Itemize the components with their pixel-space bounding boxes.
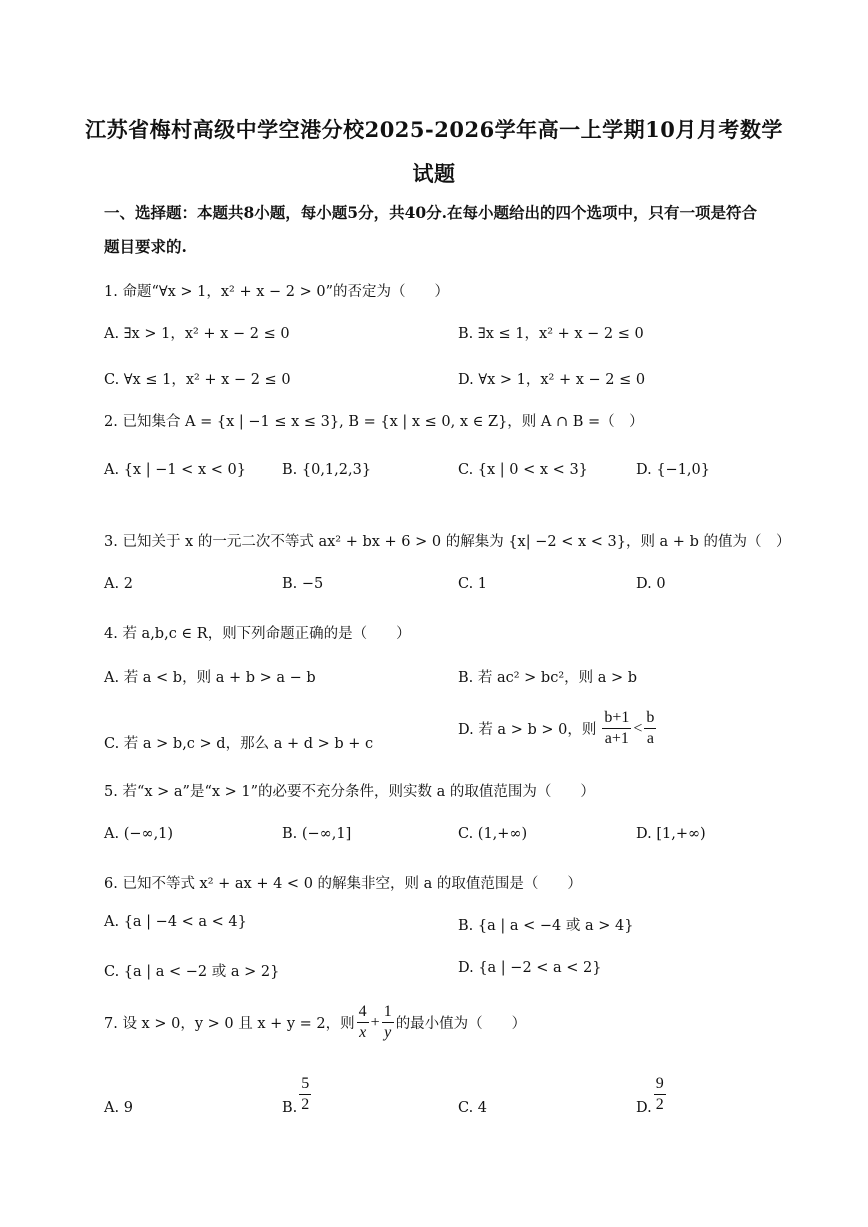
question-5-option-b: B. (−∞,1] [282, 826, 352, 842]
fraction-numerator: 9 [654, 1074, 666, 1095]
document-title-line2: 试题 [412, 161, 456, 186]
question-7-stem-pre: 7. 设 x > 0，y > 0 且 x + y = 2，则 [104, 1016, 355, 1032]
question-6-option-d: D. {a | −2 < a < 2} [458, 960, 602, 976]
question-5-option-a: A. (−∞,1) [104, 826, 174, 842]
question-7-option-b [282, 1072, 313, 1116]
question-2-option-c: C. {x | 0 < x < 3} [458, 462, 588, 478]
question-6-option-a: A. {a | −4 < a < 4} [104, 914, 247, 930]
question-1-option-d: D. ∀x > 1，x² + x − 2 ≤ 0 [458, 372, 646, 388]
question-7-option-a: A. 9 [104, 1100, 133, 1116]
question-6-option-c: C. {a | a < −2 或 a > 2} [104, 964, 280, 980]
fraction-denominator: y [384, 1024, 392, 1041]
fraction-numerator: 1 [382, 1002, 394, 1023]
fraction-denominator: a [646, 730, 654, 747]
question-2-option-a: A. {x | −1 < x < 0} [104, 462, 246, 478]
fraction-numerator: b [644, 708, 656, 729]
fraction-numerator: b+1 [602, 708, 631, 729]
question-4-option-c: C. 若 a > b,c > d，那么 a + d > b + c [104, 736, 374, 752]
question-4-option-b: B. 若 ac² > bc²，则 a > b [458, 670, 638, 686]
fraction-denominator: 2 [655, 1095, 664, 1113]
question-3-option-d: D. 0 [636, 576, 666, 592]
question-7-option-b-label: B. [282, 1100, 298, 1116]
question-1-option-c: C. ∀x ≤ 1，x² + x − 2 ≤ 0 [104, 372, 291, 388]
question-4-option-d-text: D. 若 a > b > 0，则 [458, 722, 597, 738]
question-4-option-a: A. 若 a < b，则 a + b > a − b [104, 670, 316, 686]
question-1-option-a: A. ∃x > 1，x² + x − 2 ≤ 0 [104, 326, 290, 342]
question-1-option-b: B. ∃x ≤ 1，x² + x − 2 ≤ 0 [458, 326, 644, 342]
fraction-relation: < [633, 719, 643, 737]
question-7-fraction-1 [357, 1002, 369, 1043]
fraction-numerator: 4 [357, 1002, 369, 1023]
question-7-option-c: C. 4 [458, 1100, 488, 1116]
question-4-option-d [458, 708, 658, 749]
question-4-option-d-fraction-left [602, 708, 631, 749]
question-7-option-d [636, 1072, 668, 1116]
fraction-denominator: a+1 [604, 730, 629, 747]
fraction-operator: + [370, 1013, 380, 1031]
fraction-denominator: x [359, 1024, 367, 1041]
question-5-option-c: C. (1,+∞) [458, 826, 528, 842]
question-7-stem-post: 的最小值为（ ） [395, 1016, 527, 1032]
question-3-option-b: B. −5 [282, 576, 324, 592]
question-7-option-b-fraction [299, 1074, 311, 1115]
question-3-stem: 3. 已知关于 x 的一元二次不等式 ax² + bx + 6 > 0 的解集为 {x| −2 < x < 3}，则 a + b 的值为（ ） [104, 534, 791, 550]
question-4-stem: 4. 若 a,b,c ∈ R，则下列命题正确的是（ ） [104, 626, 411, 642]
question-3-option-a: A. 2 [104, 576, 133, 592]
question-2-option-d: D. {−1,0} [636, 462, 710, 478]
question-4-option-d-fraction-right [644, 708, 656, 749]
question-5-option-d: D. [1,+∞) [636, 826, 706, 842]
question-7-option-d-label: D. [636, 1100, 652, 1116]
question-6-stem: 6. 已知不等式 x² + ax + 4 < 0 的解集非空，则 a 的取值范围是（ ） [104, 876, 582, 892]
section-heading: 一、选择题：本题共8小题，每小题5分，共40分.在每小题给出的四个选项中，只有一项是符合题目要求的. [104, 203, 758, 256]
fraction-numerator: 5 [299, 1074, 311, 1095]
document-title-line1: 江苏省梅村高级中学空港分校2025-2026学年高一上学期10月月考数学 [85, 117, 783, 142]
question-5-stem: 5. 若“x > a”是“x > 1”的必要不充分条件，则实数 a 的取值范围为（ ） [104, 784, 595, 800]
question-2-stem: 2. 已知集合 A = {x | −1 ≤ x ≤ 3}, B = {x | x ≤ 0, x ∈ Z}，则 A ∩ B =（ ） [104, 414, 644, 430]
question-6-option-b: B. {a | a < −4 或 a > 4} [458, 918, 634, 934]
question-7-fraction-2 [382, 1002, 394, 1043]
question-1-stem: 1. 命题“∀x > 1，x² + x − 2 > 0”的否定为（ ） [104, 284, 450, 300]
question-3-option-c: C. 1 [458, 576, 488, 592]
question-2-option-b: B. {0,1,2,3} [282, 462, 372, 478]
question-7-option-d-fraction [654, 1074, 666, 1115]
fraction-denominator: 2 [301, 1095, 310, 1113]
question-7-stem [104, 1002, 764, 1043]
